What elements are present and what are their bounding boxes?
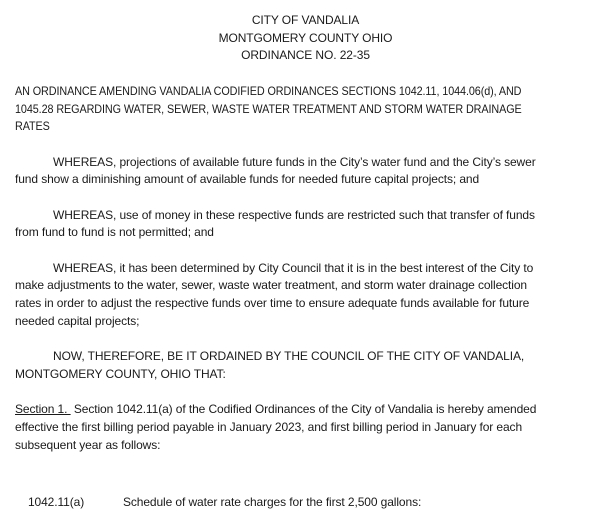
rate-schedule-code: 1042.11(a) — [27, 495, 85, 510]
header-county-line: MONTGOMERY COUNTY OHIO — [218, 30, 393, 45]
document-header — [15, 12, 596, 65]
ordinance-title-paragraph: AN ORDINANCE AMENDING VANDALIA CODIFIED ORDINANCES SECTIONS 1042.11, 1044.06(d), AND 1045.28 REGARDING WATER, SEWER, WASTE WATER TREATMENT AND STORM WATER DRAINAGE RATES — [15, 83, 522, 134]
rate-schedule-line — [15, 476, 609, 529]
rate-schedule-description: Schedule of water rate charges for the first 2,500 gallons: — [122, 495, 422, 510]
whereas-clause-2: WHEREAS, use of money in these respective funds are restricted such that transfer of funds from fund to fund is not permitted; and — [15, 207, 535, 240]
header-ordinance-number-line: ORDINANCE NO. 22-35 — [241, 48, 370, 63]
section-1-label: Section 1. — [15, 402, 71, 417]
header-city-line: CITY OF VANDALIA — [251, 13, 360, 27]
enacting-clause: NOW, THEREFORE, BE IT ORDAINED BY THE COUNCIL OF THE CITY OF VANDALIA, MONTGOMERY COUNTY, OHIO THAT: — [15, 349, 525, 381]
section-1-paragraph — [15, 401, 609, 454]
whereas-clause-1: WHEREAS, projections of available future funds in the City’s water fund and the City’s sewer fund show a diminishing amount of available funds for needed future capital projects; and — [15, 154, 536, 187]
whereas-clause-3: WHEREAS, it has been determined by City Council that it is in the best interest of the City to make adjustments to the water, sewer, waste water treatment, and storm water drainage collection rates in order to adjust the respective funds over time to ensure adequate funds available for future needed capital projects; — [15, 260, 534, 328]
section-1-text: Section 1042.11(a) of the Codified Ordinances of the City of Vandalia is hereby amended effective the first billing period payable in January 2023, and first billing period in January for each subsequent year as follows: — [15, 402, 537, 452]
